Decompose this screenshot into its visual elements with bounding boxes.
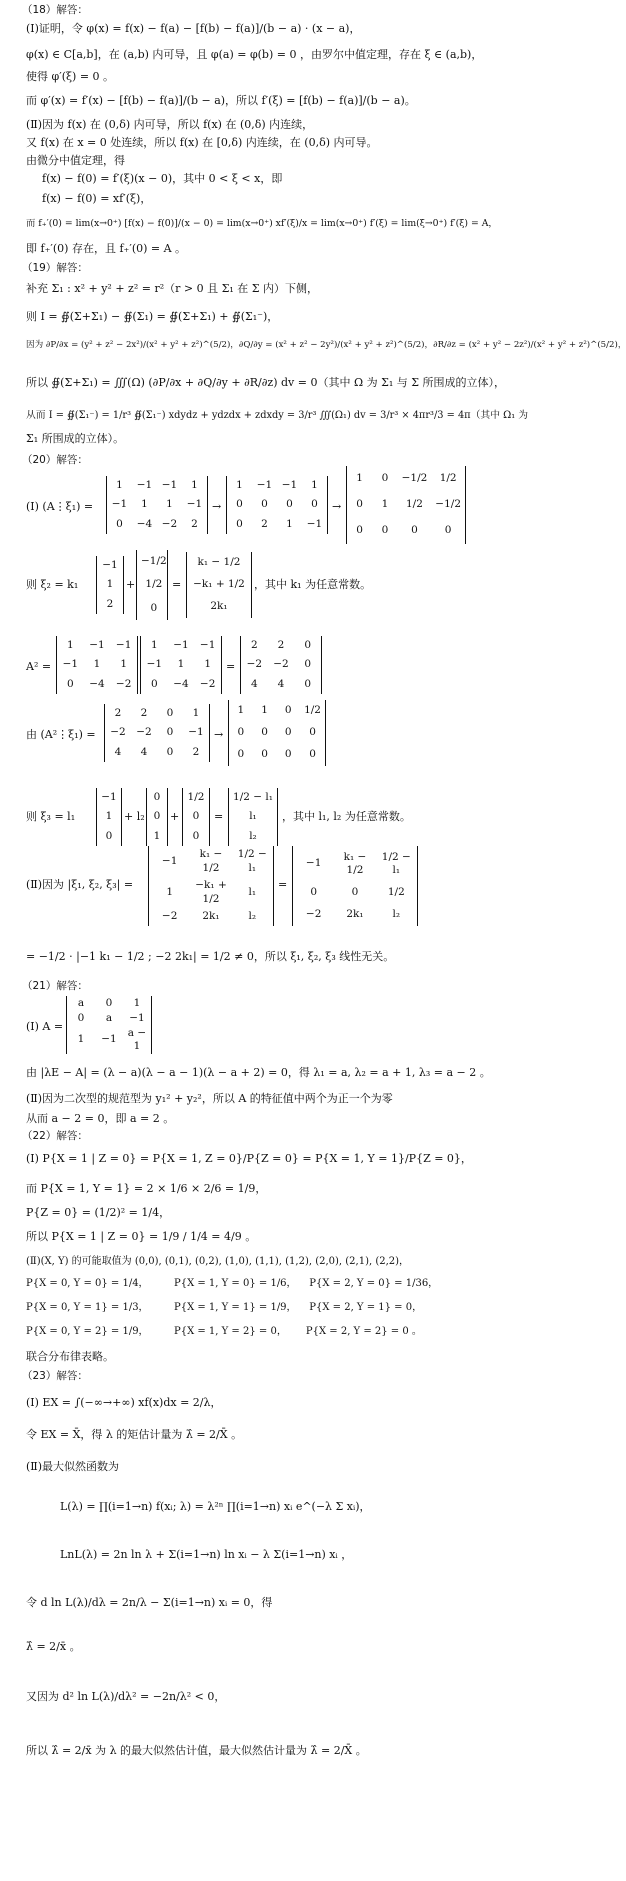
matrix-cell: 0 [116, 517, 123, 530]
matrix-cell: 1 [93, 658, 101, 671]
matrix-cell: 0 [150, 601, 158, 614]
q18-line: 又 f(x) 在 x = 0 处连续，所以 f(x) 在 [0,δ) 内连续，在 (0,δ) 内可导。 [26, 136, 378, 149]
equals-sign: = [172, 578, 182, 591]
matrix-cell: a [77, 996, 85, 1009]
q23-line: (Ⅰ) EX = ∫(−∞→+∞) xf(x)dx = 2/λ， [26, 1396, 222, 1409]
matrix-cell: −2 [161, 517, 178, 530]
arrow-icon: → [214, 728, 224, 741]
matrix-cell: l₂ [392, 908, 401, 921]
matrix-cell: 4 [250, 677, 258, 690]
matrix-cell: −2 [110, 726, 126, 739]
matrix-cell: 0 [261, 498, 268, 511]
arrow-icon: → [332, 500, 342, 513]
q21-matrix [66, 996, 152, 1054]
q18-header: （18）解答： [22, 4, 88, 16]
xi2-label: 则 ξ₂ = k₁ [26, 578, 79, 591]
matrix-cell: 2 [114, 707, 122, 720]
matrix-cell: 2 [192, 745, 200, 758]
matrix-cell: l₂ [248, 910, 257, 923]
matrix-cell: 2k₁ [202, 910, 220, 923]
matrix-cell: −1 [146, 658, 163, 671]
matrix-cell: −1 [161, 479, 178, 492]
q22-header: （22）解答： [22, 1130, 88, 1142]
matrix-cell: 1 [120, 658, 127, 671]
q19-line: 因为 ∂P/∂x = (y² + z² − 2x²)/(x² + y² + z²)^(5/2)，∂Q/∂y = (x² + z² − 2y²)/(x² + y² + z²)^(5/2)，∂R/∂z = (x² + y² − 2z²)/(x² + y² + z²)^(5/2)， [26, 340, 626, 350]
q19-line: 从而 I = ∯(Σ₁⁻) = 1/r³ ∯(Σ₁⁻) xdydz + ydzdx + zdxdy = 3/r³ ∭(Ω₁) dv = 3/r³ × 4πr³/3 = 4π（其中 Ω₁ 为 [26, 410, 529, 421]
q18-line: (Ⅱ)因为 f(x) 在 (0,δ) 内可导，所以 f(x) 在 (0,δ) 内连续， [26, 118, 314, 131]
matrix-cell: 1/2 [439, 472, 457, 485]
det-result: = −1/2 · |−1 k₁ − 1/2 ; −2 2k₁| = 1/2 ≠ 0，所以 ξ₁, ξ₂, ξ₃ 线性无关。 [26, 950, 395, 963]
matrix-cell: 0 [237, 726, 245, 739]
matrix-cell: l₂ [249, 829, 257, 842]
matrix-cell: 0 [192, 829, 200, 842]
matrix-cell: 1 [66, 639, 74, 652]
determinant [292, 846, 418, 926]
matrix-cell: k₁ − 1/2 [199, 848, 223, 874]
matrix-cell: 1 [105, 810, 113, 823]
matrix-cell: 0 [411, 524, 418, 537]
matrix-cell: −1/2 [141, 555, 167, 568]
matrix-cell: 1 [166, 885, 173, 898]
matrix-cell: 2 [191, 517, 198, 530]
q18-line: f(x) − f(0) = f′(ξ)(x − 0)，其中 0 < ξ < x，即 [42, 172, 283, 185]
matrix-cell: 0 [166, 726, 174, 739]
vector [136, 550, 168, 620]
matrix-cell: 0 [284, 748, 292, 761]
matrix-cell: 2 [106, 597, 114, 610]
matrix-cell: 0 [284, 704, 292, 717]
q18-line: 使得 φ′(ξ) = 0 。 [26, 70, 115, 83]
matrix-cell: 2 [250, 639, 258, 652]
matrix-cell: −4 [173, 677, 189, 690]
matrix-cell: l₁ [249, 810, 257, 823]
matrix-cell: −1/2 [435, 498, 461, 511]
q21-header: （21）解答： [22, 980, 88, 992]
q21-line: 由 |λE − A| = (λ − a)(λ − a − 1)(λ − a + 2) = 0，得 λ₁ = a, λ₂ = a + 1, λ₃ = a − 2 。 [26, 1066, 491, 1079]
matrix-cell: 0 [309, 748, 316, 761]
q22-line: (Ⅰ) P{X = 1 | Z = 0} = P{X = 1, Z = 0}/P{Z = 0} = P{X = 1, Y = 1}/P{Z = 0}， [26, 1152, 472, 1165]
matrix-cell: −1 [111, 498, 128, 511]
matrix-cell: 2k₁ [210, 600, 228, 613]
matrix-cell: 0 [304, 639, 311, 652]
a2-reduced-matrix [228, 700, 326, 766]
q22-line: 联合分布律表略。 [26, 1350, 114, 1363]
matrix-cell: 0 [381, 472, 389, 485]
matrix-cell: 1 [166, 498, 173, 511]
matrix-cell: −1 [281, 479, 298, 492]
q23-line: λ̂ = 2/x̄ 。 [26, 1640, 81, 1653]
matrix-cell: 0 [153, 810, 161, 823]
q18-line: 而 φ′(x) = f′(x) − [f(b) − f(a)]/(b − a)，所以 f′(ξ) = [f(b) − f(a)]/(b − a)。 [26, 94, 416, 107]
matrix-cell: k₁ − 1/2 [197, 556, 241, 569]
matrix-cell: 1 [141, 498, 148, 511]
q22-line: P{Z = 0} = (1/2)² = 1/4， [26, 1206, 171, 1219]
q19-line: 则 I = ∯(Σ+Σ₁) − ∯(Σ₁) = ∯(Σ+Σ₁) + ∯(Σ₁⁻)， [26, 310, 279, 323]
matrix-cell: 1 [106, 578, 114, 591]
equals-sign: = [214, 810, 224, 823]
matrix-cell: 4 [140, 745, 148, 758]
q23-line: 所以 λ̂ = 2/x̄ 为 λ 的最大似然估计值，最大似然估计量为 λ̂ = 2/X̄ 。 [26, 1744, 367, 1757]
row-reduced-matrix [226, 476, 328, 534]
matrix-cell: 4 [277, 677, 285, 690]
q20-aug-label: (Ⅰ) (A⋮ξ₁) = [26, 500, 94, 513]
q23-line: 令 EX = X̄，得 λ 的矩估计量为 λ̂ = 2/X̄ 。 [26, 1428, 243, 1441]
matrix-cell: 1 [192, 707, 200, 720]
matrix-cell: −1 [101, 791, 117, 804]
matrix-cell: −4 [89, 677, 105, 690]
matrix-cell: −2 [115, 677, 132, 690]
matrix-cell: 1/2 [145, 578, 163, 591]
q18-line: 即 f₊′(0) 存在，且 f₊′(0) = A 。 [26, 242, 187, 255]
matrix-cell: −1 [186, 498, 203, 511]
matrix-cell: 0 [166, 745, 174, 758]
matrix-cell: −2 [161, 910, 178, 923]
matrix-cell: 0 [236, 498, 243, 511]
matrix-cell: 0 [261, 748, 268, 761]
matrix-cell: 0 [381, 524, 389, 537]
det-label: (Ⅱ)因为 |ξ₁, ξ₂, ξ₃| = [26, 878, 134, 891]
matrix-cell: −2 [199, 677, 216, 690]
q22-line: 而 P{X = 1, Y = 1} = 2 × 1/6 × 2/6 = 1/9， [26, 1182, 267, 1195]
matrix-cell: −k₁ + 1/2 [193, 578, 245, 591]
vector [146, 788, 168, 846]
matrix-cell: 0 [286, 498, 293, 511]
matrix-cell: −1 [199, 639, 216, 652]
matrix-cell: 1 [237, 704, 245, 717]
matrix-cell: 0 [105, 829, 113, 842]
q22-line: 所以 P{X = 1 | Z = 0} = 1/9 / 1/4 = 4/9 。 [26, 1230, 257, 1243]
vector [96, 556, 124, 614]
matrix-cell: 0 [304, 677, 311, 690]
matrix-cell: −1 [101, 1033, 117, 1046]
plus-l2: + l₂ [124, 810, 145, 823]
q21-line: 从而 a − 2 = 0，即 a = 2 。 [26, 1112, 175, 1125]
matrix-cell: 0 [237, 748, 245, 761]
matrix-cell: 1 [286, 517, 293, 530]
matrix-cell: 1 [381, 498, 389, 511]
matrix-cell: −1 [256, 479, 273, 492]
q23-line: L(λ) = ∏(i=1→n) f(xᵢ; λ) = λ²ⁿ ∏(i=1→n) xᵢ e^(−λ Σ xᵢ)， [60, 1500, 371, 1513]
matrix-cell: −1 [102, 559, 118, 572]
matrix-cell: −1 [89, 639, 105, 652]
matrix-a [140, 636, 222, 694]
matrix-cell: 0 [77, 1011, 85, 1024]
matrix-cell: −1 [305, 857, 322, 870]
q23-line: (Ⅱ)最大似然函数为 [26, 1460, 120, 1473]
matrix-cell: 1 [356, 472, 363, 485]
matrix-cell: 0 [309, 726, 316, 739]
matrix-cell: 1 [150, 639, 158, 652]
q19-line: Σ₁ 所围成的立体）。 [26, 432, 125, 445]
plus-sign: + [126, 578, 136, 591]
matrix-cell: 0 [150, 677, 158, 690]
matrix-cell: 0 [236, 517, 243, 530]
matrix-cell: 0 [356, 498, 363, 511]
matrix-cell: −2 [136, 726, 152, 739]
matrix-cell: −1 [62, 658, 79, 671]
equals-sign: = [278, 878, 288, 891]
matrix-cell: 1 [116, 479, 123, 492]
matrix-cell: 1 [191, 479, 198, 492]
matrix-cell: −k₁ + 1/2 [195, 879, 227, 905]
xi3-label: 则 ξ₃ = l₁ [26, 810, 76, 823]
matrix-cell: 1 [204, 658, 211, 671]
q21-a-label: (Ⅰ) A = [26, 1020, 64, 1033]
augmented-matrix [106, 476, 208, 534]
matrix-cell: 0 [166, 707, 174, 720]
matrix-cell: 2 [277, 639, 285, 652]
matrix-cell: −2 [246, 658, 263, 671]
q20-header: （20）解答： [22, 454, 88, 466]
matrix-cell: 0 [66, 677, 74, 690]
matrix-cell: 2k₁ [346, 908, 364, 921]
matrix-cell: a [105, 1011, 113, 1024]
q18-line: (Ⅰ)证明，令 φ(x) = f(x) − f(a) − [f(b) − f(a)]/(b − a) · (x − a)， [26, 22, 361, 35]
xi3-vector [228, 788, 278, 846]
matrix-cell: 0 [304, 658, 311, 671]
matrix-cell: 4 [114, 745, 122, 758]
matrix-cell: −1 [173, 639, 189, 652]
matrix-cell: a − 1 [127, 1026, 147, 1052]
q22-prob-row: P{X = 0, Y = 0} = 1/4， P{X = 1, Y = 0} = 1/6， P{X = 2, Y = 0} = 1/36， [26, 1278, 439, 1289]
a-squared-label: A² = [26, 660, 52, 673]
matrix-cell: 2 [261, 517, 268, 530]
matrix-cell: 0 [351, 885, 359, 898]
vector [182, 788, 210, 846]
matrix-cell: 1/2 [304, 704, 321, 717]
q22-prob-row: P{X = 0, Y = 2} = 1/9， P{X = 1, Y = 2} = 0， P{X = 2, Y = 2} = 0 。 [26, 1326, 422, 1337]
xi2-vector [186, 552, 252, 618]
q19-line: 补充 Σ₁ : x² + y² + z² = r²（r > 0 且 Σ₁ 在 Σ 内）下侧， [26, 282, 319, 295]
a2-augmented-matrix [104, 704, 210, 762]
matrix-cell: −1 [129, 1011, 145, 1024]
q18-line: 而 f₊′(0) = lim(x→0⁺) [f(x) − f(0)]/(x − 0) = lim(x→0⁺) xf′(ξ)/x = lim(x→0⁺) f′(ξ) = lim(ξ→0⁺) f′(ξ) = A， [26, 218, 498, 229]
matrix-cell: −2 [305, 908, 322, 921]
matrix-cell: l₁ [248, 885, 257, 898]
matrix-cell: 1/2 − l₁ [237, 848, 267, 874]
matrix-cell: 0 [153, 791, 161, 804]
matrix-cell: 1/2 [387, 885, 405, 898]
q22-line: (Ⅱ)(X, Y) 的可能取值为 (0,0), (0,1), (0,2), (1,0), (1,1), (1,2), (2,0), (2,1), (2,2)， [26, 1256, 410, 1267]
arrow-icon: → [212, 500, 222, 513]
matrix-cell: 1 [261, 704, 268, 717]
xi2-note: ，其中 k₁ 为任意常数。 [254, 578, 372, 591]
matrix-cell: −1 [161, 854, 178, 867]
xi3-note: ，其中 l₁, l₂ 为任意常数。 [282, 810, 411, 823]
matrix-cell: 0 [105, 996, 113, 1009]
row-echelon-matrix [346, 466, 466, 544]
matrix-a [56, 636, 138, 694]
matrix-cell: 0 [310, 885, 317, 898]
matrix-cell: −1 [188, 726, 204, 739]
matrix-cell: −1 [306, 517, 323, 530]
matrix-cell: −1/2 [401, 472, 428, 485]
matrix-cell: 0 [311, 498, 318, 511]
q21-line: (Ⅱ)因为二次型的规范型为 y₁² + y₂²，所以 A 的特征值中两个为正一个为零 [26, 1092, 393, 1105]
q18-line: φ(x) ∈ C[a,b]，在 (a,b) 内可导，且 φ(a) = φ(b) = 0 ，由罗尔中值定理，存在 ξ ∈ (a,b)， [26, 48, 483, 61]
matrix-cell: 1/2 − l₁ [381, 850, 411, 876]
q23-header: （23）解答： [22, 1370, 88, 1382]
matrix-cell: 1 [77, 1033, 85, 1046]
determinant [148, 846, 274, 926]
q23-line: 又因为 d² ln L(λ)/dλ² = −2n/λ² < 0， [26, 1690, 226, 1703]
q19-line: 所以 ∯(Σ+Σ₁) = ∭(Ω) (∂P/∂x + ∂Q/∂y + ∂R/∂z) dv = 0（其中 Ω 为 Σ₁ 与 Σ 所围成的立体）， [26, 376, 506, 389]
vector [96, 788, 122, 846]
matrix-cell: 1 [133, 996, 141, 1009]
a2-aug-label: 由 (A²⋮ξ₁) = [26, 728, 96, 741]
q18-line: 由微分中值定理，得 [26, 154, 125, 167]
q19-header: （19）解答： [22, 262, 88, 274]
matrix-cell: 0 [261, 726, 268, 739]
matrix-cell: 0 [284, 726, 292, 739]
matrix-cell: 1 [153, 829, 161, 842]
matrix-cell: 2 [140, 707, 148, 720]
q18-line: f(x) − f(0) = xf′(ξ)， [42, 192, 152, 205]
matrix-cell: 1 [311, 479, 318, 492]
matrix-cell: 1 [177, 658, 185, 671]
matrix-cell: −1 [136, 479, 153, 492]
matrix-cell: 1 [236, 479, 243, 492]
q23-line: 令 d ln L(λ)/dλ = 2n/λ − Σ(i=1→n) xᵢ = 0，得 [26, 1596, 273, 1609]
matrix-cell: 0 [356, 524, 363, 537]
plus-sign: + [170, 810, 180, 823]
q22-prob-row: P{X = 0, Y = 1} = 1/3， P{X = 1, Y = 1} = 1/9， P{X = 2, Y = 1} = 0， [26, 1302, 423, 1313]
matrix-cell: k₁ − 1/2 [343, 850, 367, 876]
q23-line: LnL(λ) = 2n ln λ + Σ(i=1→n) ln xᵢ − λ Σ(i=1→n) xᵢ ， [60, 1548, 353, 1561]
matrix-cell: −1 [115, 639, 132, 652]
matrix-cell: −2 [273, 658, 289, 671]
matrix-a-squared [240, 636, 322, 694]
matrix-cell: 0 [192, 810, 200, 823]
matrix-cell: 1/2 [187, 791, 205, 804]
matrix-cell: 1/2 − l₁ [233, 791, 273, 804]
matrix-cell: 0 [444, 524, 452, 537]
equals-sign: = [226, 660, 236, 673]
matrix-cell: 1/2 [405, 498, 423, 511]
matrix-cell: −4 [136, 517, 153, 530]
